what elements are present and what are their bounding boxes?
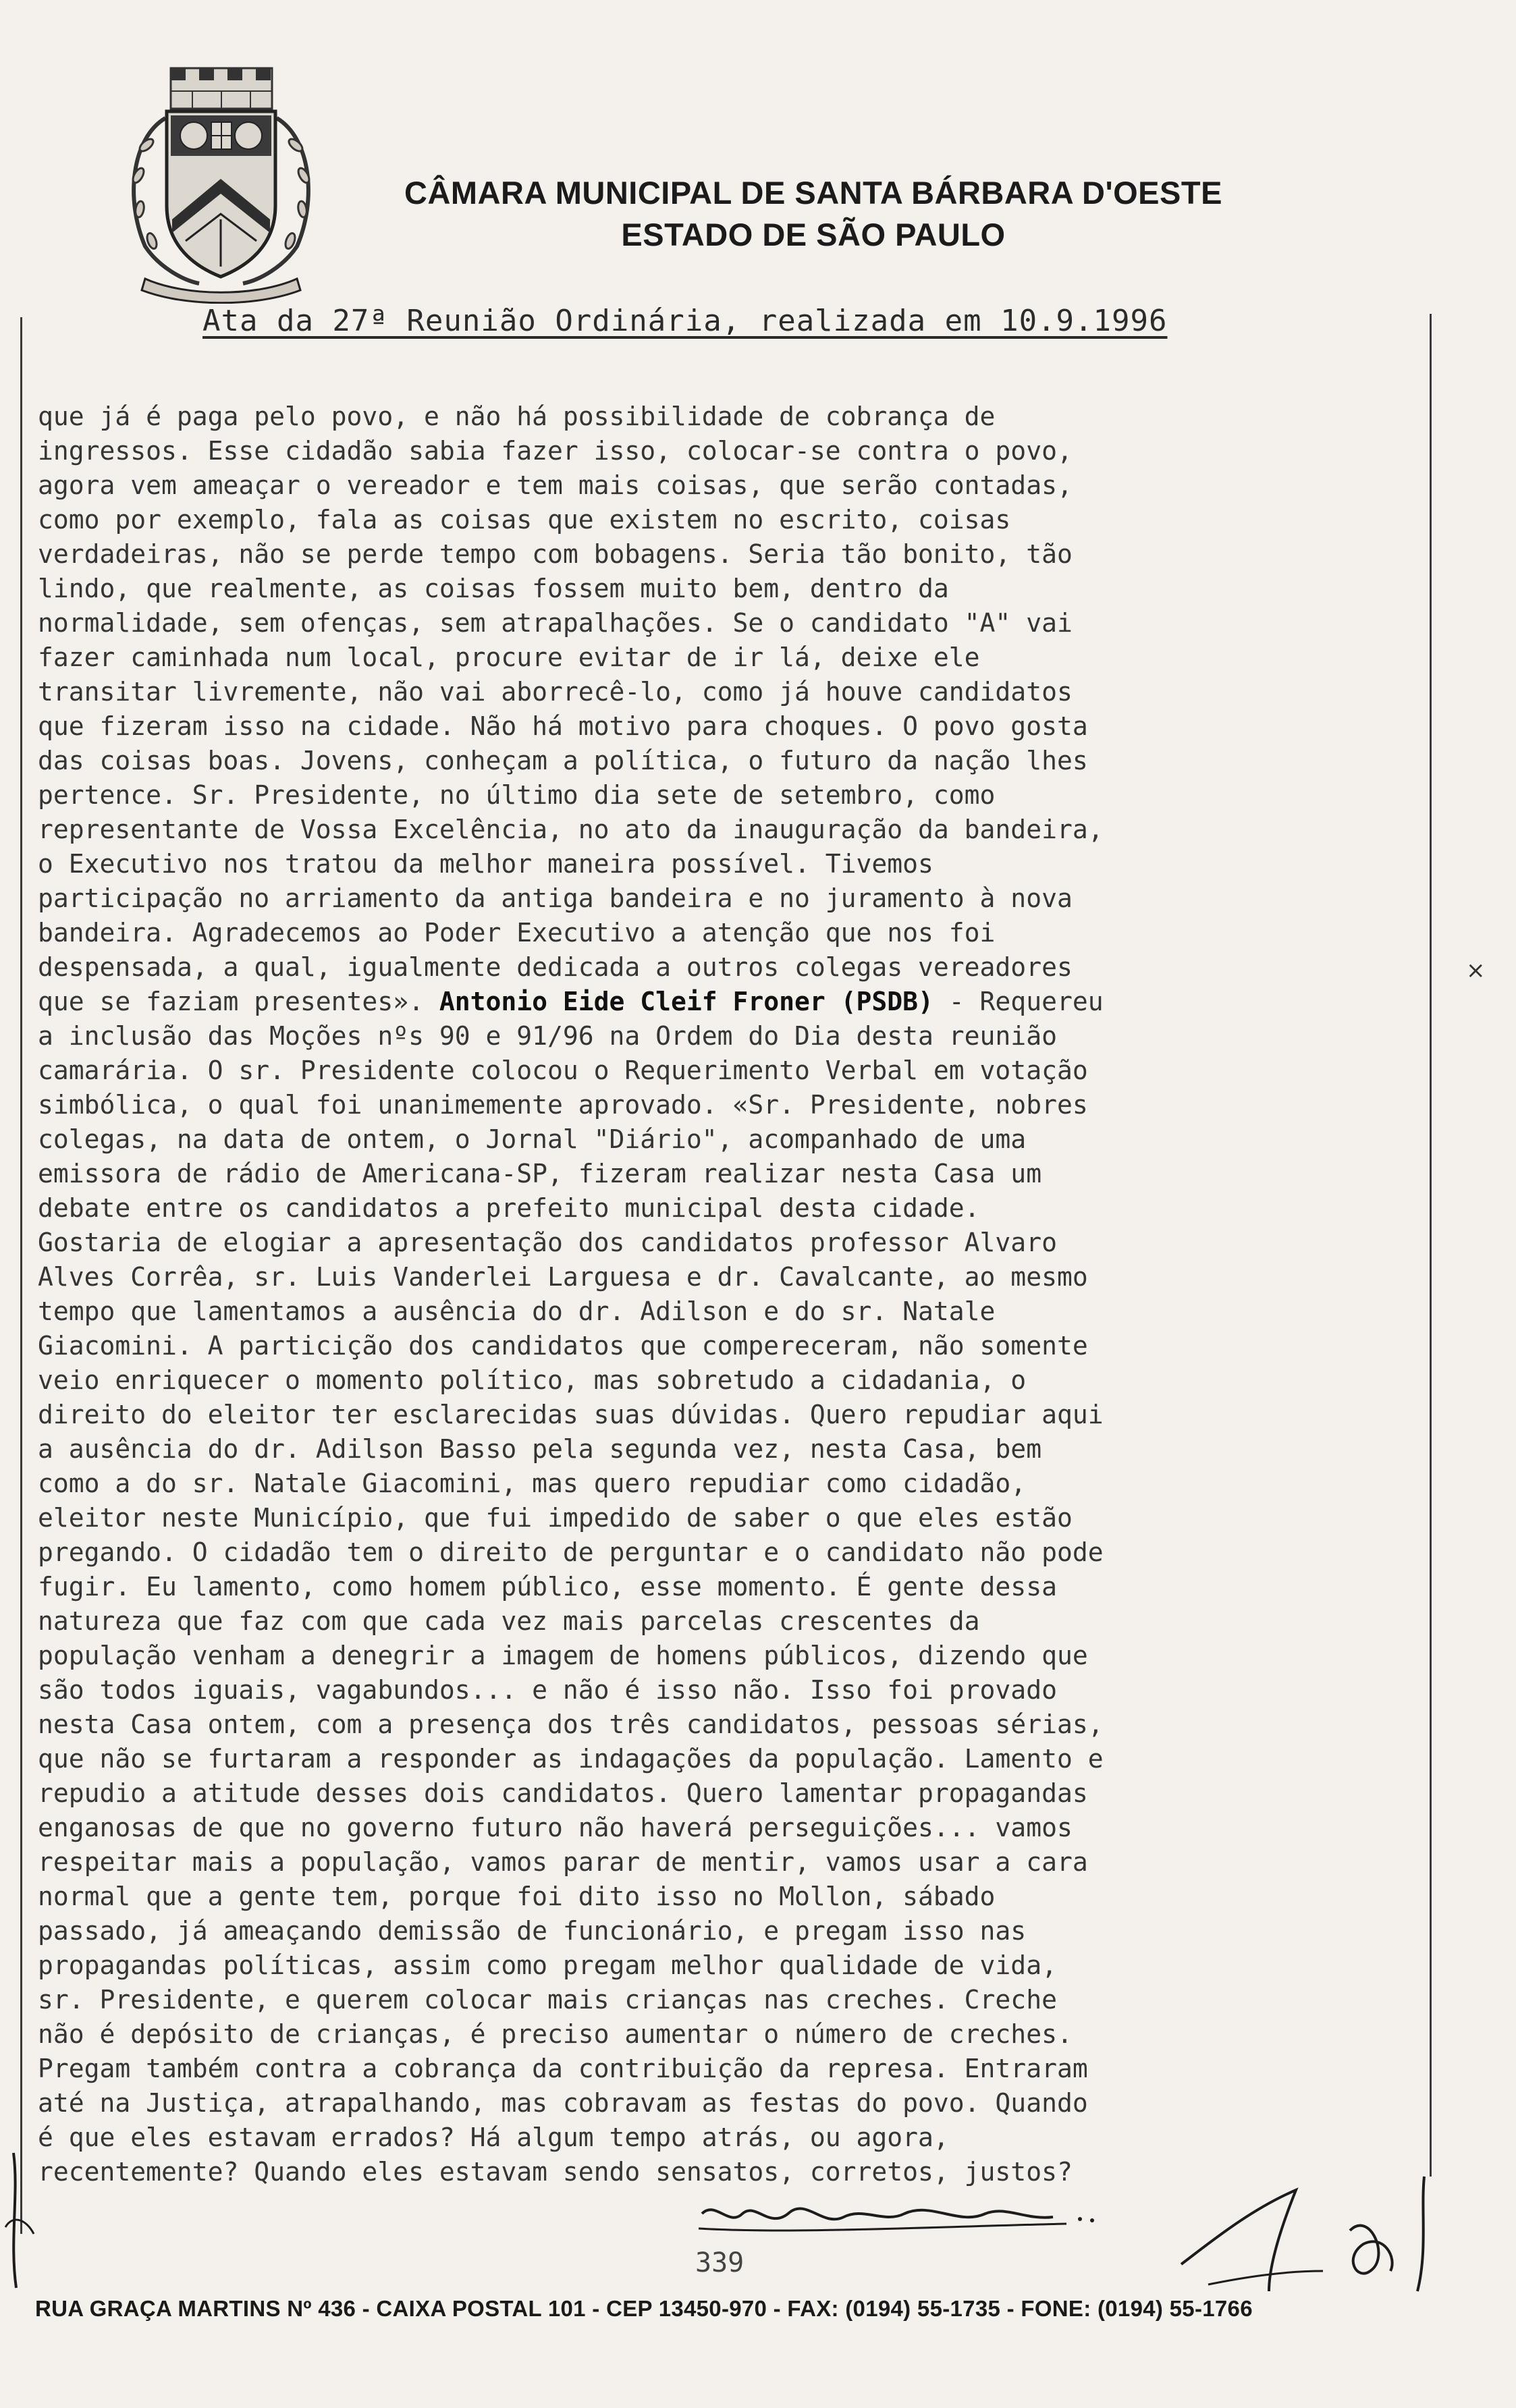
body-line: lindo, que realmente, as coisas fossem muito bem, dentro da xyxy=(38,574,949,603)
body-line: normal que a gente tem, porque foi dito isso no Mollon, sábado xyxy=(38,1882,996,1911)
body-line: passado, já ameaçando demissão de funcionário, e pregam isso nas xyxy=(38,1916,1027,1946)
body-line: pregando. O cidadão tem o direito de perguntar e o candidato não pode xyxy=(38,1537,1104,1567)
body-line: veio enriquecer o momento político, mas sobretudo a cidadania, o xyxy=(38,1365,1027,1395)
page-number: 339 xyxy=(695,2247,745,2278)
body-line: camarária. O sr. Presidente colocou o Requerimento Verbal em votação xyxy=(38,1056,1088,1085)
body-line: fugir. Eu lamento, como homem público, esse momento. É gente dessa xyxy=(38,1572,1057,1602)
left-frame-line xyxy=(20,317,22,2234)
body-line: o Executivo nos tratou da melhor maneira possível. Tivemos xyxy=(38,849,933,879)
body-line: das coisas boas. Jovens, conheçam a política, o futuro da nação lhes xyxy=(38,746,1088,775)
body-line: população venham a denegrir a imagem de homens públicos, dizendo que xyxy=(38,1641,1088,1670)
body-line: pertence. Sr. Presidente, no último dia sete de setembro, como xyxy=(38,780,996,810)
body-line: Pregam também contra a cobrança da contribuição da represa. Entraram xyxy=(38,2054,1088,2083)
body-line: direito do eleitor ter esclarecidas suas dúvidas. Quero repudiar aqui xyxy=(38,1400,1104,1429)
body-line: a ausência do dr. Adilson Basso pela segunda vez, nesta Casa, bem xyxy=(38,1434,1042,1464)
speaker-name: Antonio Eide Cleif Froner (PSDB) xyxy=(439,987,933,1016)
footer-address: RUA GRAÇA MARTINS Nº 436 - CAIXA POSTAL 101 - CEP 13450-970 - FAX: (0194) 55-1735 - FONE: (0194) 55-1766 xyxy=(35,2296,1253,2321)
body-line: emissora de rádio de Americana-SP, fizeram realizar nesta Casa um xyxy=(38,1159,1042,1188)
body-line: propagandas políticas, assim como pregam melhor qualidade de vida, xyxy=(38,1950,1057,1980)
body-line: Giacomini. A particição dos candidatos que compereceram, não somente xyxy=(38,1331,1088,1361)
minutes-body xyxy=(38,400,1442,2189)
body-line: ingressos. Esse cidadão sabia fazer isso, colocar-se contra o povo, xyxy=(38,436,1073,466)
body-line: verdadeiras, não se perde tempo com bobagens. Seria tão bonito, tão xyxy=(38,539,1073,569)
body-line: transitar livremente, não vai aborrecê-lo, como já houve candidatos xyxy=(38,677,1073,707)
body-line: agora vem ameaçar o vereador e tem mais coisas, que serão contadas, xyxy=(38,470,1073,500)
body-line-text: - Requereu xyxy=(933,987,1104,1016)
body-line: que fizeram isso na cidade. Não há motivo para choques. O povo gosta xyxy=(38,711,1088,741)
coat-of-arms-icon xyxy=(118,64,324,304)
signature-icon xyxy=(688,2193,1107,2247)
body-line: repudio a atitude desses dois candidatos. Quero lamentar propagandas xyxy=(38,1778,1088,1808)
letterhead xyxy=(398,172,1228,256)
margin-signature-icon xyxy=(0,2146,40,2295)
body-line: é que eles estavam errados? Há algum tempo atrás, ou agora, xyxy=(38,2123,949,2152)
body-line: despensada, a qual, igualmente dedicada a outros colegas vereadores xyxy=(38,952,1073,982)
body-line: recentemente? Quando eles estavam sendo sensatos, corretos, justos? xyxy=(38,2157,1073,2187)
body-line: participação no arriamento da antiga bandeira e no juramento à nova xyxy=(38,883,1073,913)
body-line: nesta Casa ontem, com a presença dos três candidatos, pessoas sérias, xyxy=(38,1709,1104,1739)
body-line: respeitar mais a população, vamos parar de mentir, vamos usar a cara xyxy=(38,1847,1088,1877)
body-line: que não se furtaram a responder as indagações da população. Lamento e xyxy=(38,1744,1104,1774)
body-line: a inclusão das Moções nºs 90 e 91/96 na Ordem do Dia desta reunião xyxy=(38,1021,1057,1051)
institution-name: CÂMARA MUNICIPAL DE SANTA BÁRBARA D'OESTE xyxy=(404,175,1222,211)
body-line: representante de Vossa Excelência, no ato da inauguração da bandeira, xyxy=(38,815,1104,844)
body-line xyxy=(38,985,1442,1019)
body-line: Gostaria de elogiar a apresentação dos candidatos professor Alvaro xyxy=(38,1228,1057,1257)
body-line: fazer caminhada num local, procure evitar de ir lá, deixe ele xyxy=(38,642,980,672)
body-line: como a do sr. Natale Giacomini, mas quero repudiar como cidadão, xyxy=(38,1469,1027,1498)
body-line: sr. Presidente, e querem colocar mais crianças nas creches. Creche xyxy=(38,1985,1057,2015)
body-line: enganosas de que no governo futuro não haverá perseguições... vamos xyxy=(38,1813,1073,1842)
body-line: tempo que lamentamos a ausência do dr. Adilson e do sr. Natale xyxy=(38,1296,996,1326)
body-line: bandeira. Agradecemos ao Poder Executivo a atenção que nos foi xyxy=(38,918,996,948)
body-line: não é depósito de crianças, é preciso aumentar o número de creches. xyxy=(38,2019,1073,2049)
margin-mark: × xyxy=(1466,957,1486,984)
body-line: natureza que faz com que cada vez mais parcelas crescentes da xyxy=(38,1606,980,1636)
body-line: até na Justiça, atrapalhando, mas cobravam as festas do povo. Quando xyxy=(38,2088,1088,2118)
body-line: são todos iguais, vagabundos... e não é isso não. Isso foi provado xyxy=(38,1675,1057,1705)
body-line: eleitor neste Município, que fui impedido de saber o que eles estão xyxy=(38,1503,1073,1533)
body-line-text: que se faziam presentes». xyxy=(38,987,439,1016)
state-name: ESTADO DE SÃO PAULO xyxy=(621,217,1006,252)
body-line: simbólica, o qual foi unanimemente aprovado. «Sr. Presidente, nobres xyxy=(38,1090,1088,1120)
meeting-title: Ata da 27ª Reunião Ordinária, realizada em 10.9.1996 xyxy=(202,304,1168,338)
initials-signature-icon xyxy=(1168,2170,1451,2298)
body-line: que já é paga pelo povo, e não há possibilidade de cobrança de xyxy=(38,402,996,431)
body-line: Alves Corrêa, sr. Luis Vanderlei Larguesa e dr. Cavalcante, ao mesmo xyxy=(38,1262,1088,1292)
body-line: normalidade, sem ofenças, sem atrapalhações. Se o candidato "A" vai xyxy=(38,608,1073,638)
body-line: colegas, na data de ontem, o Jornal "Diário", acompanhado de uma xyxy=(38,1124,1027,1154)
body-line: como por exemplo, fala as coisas que existem no escrito, coisas xyxy=(38,505,1011,535)
body-line: debate entre os candidatos a prefeito municipal desta cidade. xyxy=(38,1193,980,1223)
